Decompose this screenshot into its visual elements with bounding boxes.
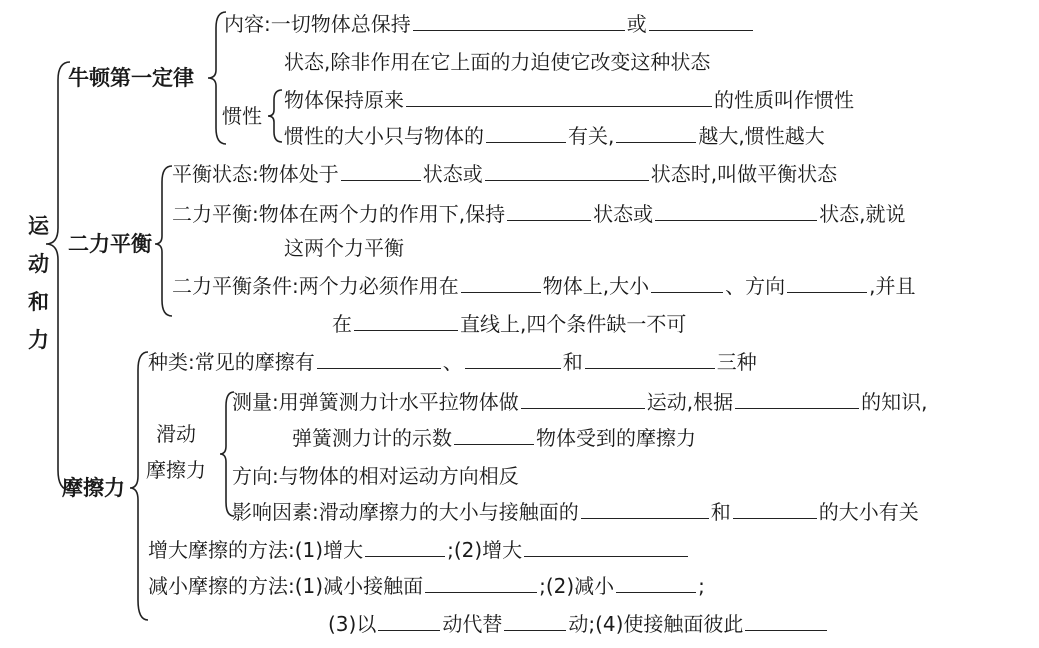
blank[interactable] bbox=[486, 124, 566, 143]
content-text: 或 bbox=[626, 12, 647, 36]
text: 、方向 bbox=[725, 274, 786, 298]
content-text: 一切物体总保持 bbox=[270, 12, 411, 36]
inertia-line1 bbox=[284, 88, 854, 112]
root-char: 力 bbox=[28, 328, 49, 352]
text: 种类:常见的摩擦有 bbox=[148, 350, 315, 374]
text: 状态或 bbox=[422, 162, 483, 186]
blank[interactable] bbox=[406, 88, 712, 107]
text: 弹簧测力计的示数 bbox=[292, 426, 452, 450]
decrease-line2 bbox=[328, 612, 829, 636]
blank[interactable] bbox=[413, 12, 625, 31]
text: 平衡状态:物体处于 bbox=[172, 162, 339, 186]
root-char: 运 bbox=[28, 214, 49, 238]
blank[interactable] bbox=[745, 612, 827, 631]
blank[interactable] bbox=[787, 274, 867, 293]
text: 惯性的大小只与物体的 bbox=[284, 124, 484, 148]
balance-cond-line2 bbox=[332, 312, 686, 336]
sliding-label-1: 滑动 bbox=[156, 422, 196, 446]
text: 在 bbox=[332, 312, 352, 336]
text: 、 bbox=[442, 350, 463, 374]
text: 二力平衡:物体在两个力的作用下,保持 bbox=[172, 202, 506, 226]
measure-line bbox=[232, 390, 927, 414]
text: 状态或 bbox=[593, 202, 654, 226]
text: 运动,根据 bbox=[646, 390, 734, 414]
text: 二力平衡条件:两个力必须作用在 bbox=[172, 274, 459, 298]
text: 的性质叫作惯性 bbox=[714, 88, 854, 112]
blank[interactable] bbox=[581, 500, 709, 519]
text: 减小摩擦的方法:(1)减小接触面 bbox=[148, 574, 424, 598]
text: 状态时,叫做平衡状态 bbox=[650, 162, 838, 186]
content-label: 内容: bbox=[224, 12, 271, 36]
inertia-brace bbox=[268, 90, 282, 142]
friction-title: 摩擦力 bbox=[62, 476, 125, 500]
newton-title: 牛顿第一定律 bbox=[68, 66, 194, 90]
text: ;(2)减小 bbox=[539, 574, 615, 598]
text: 测量:用弹簧测力计水平拉物体做 bbox=[232, 390, 519, 414]
blank[interactable] bbox=[365, 538, 445, 557]
text: 和 bbox=[562, 350, 583, 374]
balance-brace bbox=[155, 166, 172, 316]
blank[interactable] bbox=[733, 500, 817, 519]
blank[interactable] bbox=[378, 612, 440, 631]
friction-brace bbox=[130, 352, 148, 620]
text: 增大摩擦的方法:(1)增大 bbox=[148, 538, 364, 562]
text: 物体受到的摩擦力 bbox=[536, 426, 696, 450]
newton-content-line bbox=[224, 12, 755, 36]
text: 动;(4)使接触面彼此 bbox=[568, 612, 744, 636]
blank[interactable] bbox=[649, 12, 753, 31]
text: ; bbox=[698, 574, 705, 598]
blank[interactable] bbox=[651, 274, 723, 293]
blank[interactable] bbox=[655, 202, 817, 221]
text: ;(2)增大 bbox=[447, 538, 523, 562]
newton-content-line2: 状态,除非作用在它上面的力迫使它改变这种状态 bbox=[284, 50, 711, 74]
blank[interactable] bbox=[507, 202, 591, 221]
friction-kinds-line bbox=[148, 350, 757, 374]
blank[interactable] bbox=[425, 574, 537, 593]
blank[interactable] bbox=[524, 538, 688, 557]
blank[interactable] bbox=[341, 162, 421, 181]
root-brace bbox=[46, 62, 70, 490]
blank[interactable] bbox=[461, 274, 541, 293]
text: 的知识, bbox=[861, 390, 928, 414]
text: 物体保持原来 bbox=[284, 88, 404, 112]
text: 越大,惯性越大 bbox=[698, 124, 825, 148]
blank[interactable] bbox=[454, 426, 534, 445]
text: (3)以 bbox=[328, 612, 377, 636]
text: 影响因素:滑动摩擦力的大小与接触面的 bbox=[232, 500, 579, 524]
root-char: 动 bbox=[28, 252, 49, 276]
text: ,并且 bbox=[869, 274, 916, 298]
blank[interactable] bbox=[585, 350, 715, 369]
blank[interactable] bbox=[504, 612, 566, 631]
text: 动代替 bbox=[442, 612, 503, 636]
blank[interactable] bbox=[616, 574, 696, 593]
blank[interactable] bbox=[521, 390, 645, 409]
balance-state-line bbox=[172, 162, 837, 186]
balance-def-line2: 这两个力平衡 bbox=[284, 236, 404, 260]
measure-line2 bbox=[292, 426, 696, 450]
factor-line bbox=[232, 500, 919, 524]
root-char: 和 bbox=[28, 290, 49, 314]
direction-line: 方向:与物体的相对运动方向相反 bbox=[232, 464, 519, 488]
balance-cond-line bbox=[172, 274, 915, 298]
text: 有关, bbox=[568, 124, 615, 148]
blank[interactable] bbox=[735, 390, 859, 409]
inertia-line2 bbox=[284, 124, 825, 148]
text: 三种 bbox=[716, 350, 757, 374]
inertia-label: 惯性 bbox=[222, 104, 262, 128]
text: 状态,就说 bbox=[819, 202, 906, 226]
blank[interactable] bbox=[485, 162, 649, 181]
balance-def-line bbox=[172, 202, 905, 226]
blank[interactable] bbox=[317, 350, 441, 369]
decrease-line bbox=[148, 574, 705, 598]
blank[interactable] bbox=[616, 124, 696, 143]
blank[interactable] bbox=[354, 312, 458, 331]
text: 的大小有关 bbox=[818, 500, 919, 524]
text: 直线上,四个条件缺一不可 bbox=[460, 312, 687, 336]
text: 物体上,大小 bbox=[542, 274, 650, 298]
text: 和 bbox=[710, 500, 731, 524]
blank[interactable] bbox=[465, 350, 561, 369]
sliding-label-2: 摩擦力 bbox=[146, 458, 206, 482]
balance-title: 二力平衡 bbox=[68, 232, 152, 256]
increase-line bbox=[148, 538, 690, 562]
